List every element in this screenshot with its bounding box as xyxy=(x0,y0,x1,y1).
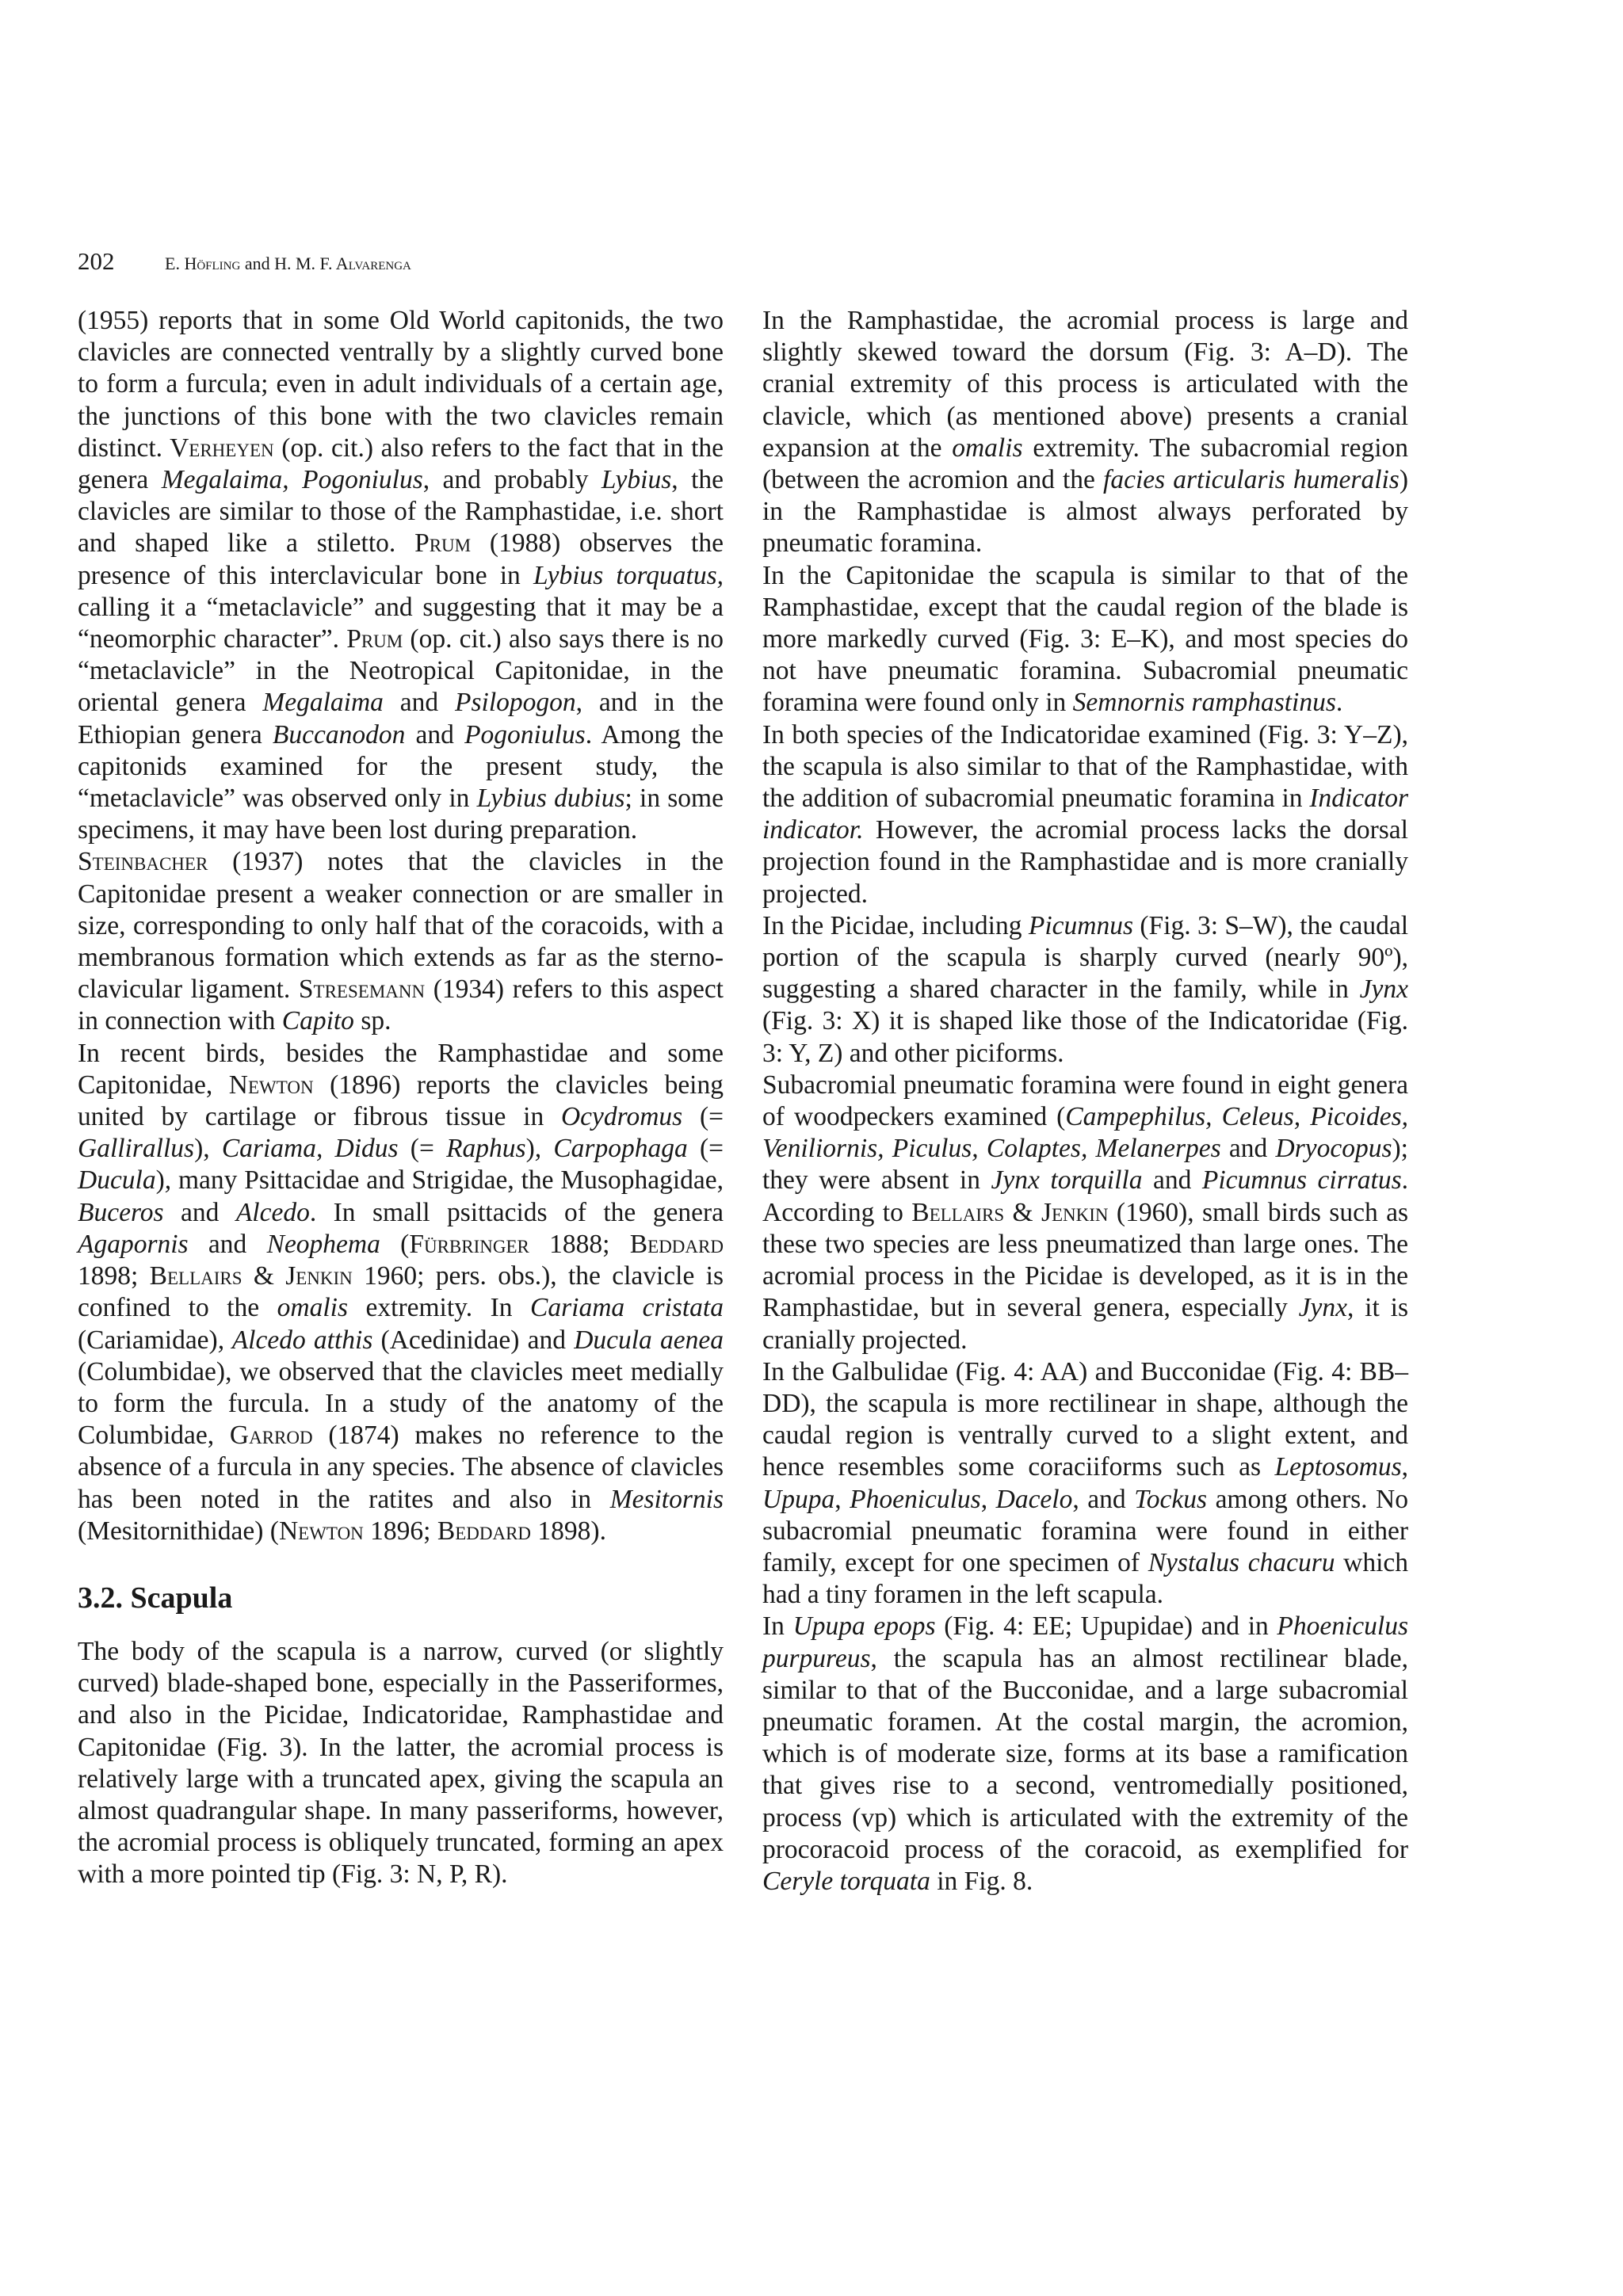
paragraph: Steinbacher (1937) notes that the clavicles in the Capitonidae present a weaker connection or are smaller in size, corresponding to only half that of the coracoids, with a membranous formation which extends as far as the sterno-clavicular ligament. Stresemann (1934) refers to this aspect in connection with Capito sp. xyxy=(78,847,724,1036)
paragraph: In the Capitonidae the scapula is similar to that of the Ramphastidae, except that the caudal region of the blade is more markedly curved (Fig. 3: E–K), and most species do not have pneumatic foramina. Subacromial pneumatic foramina were found only in Semnornis ramphastinus. xyxy=(762,560,1408,718)
section-heading: 3.2. Scapula xyxy=(78,1581,233,1615)
running-header-authors: E. Höfling and H. M. F. Alvarenga xyxy=(165,254,411,273)
page-number: 202 xyxy=(78,247,115,275)
running-header xyxy=(78,246,411,280)
paragraph: In the Ramphastidae, the acromial process is large and slightly skewed toward the dorsum (Fig. 3: A–D). The cranial extremity of this process is articulated with the clavicle, which (as mentioned above) presents a cranial expansion at the omalis extremity. The subacromial region (between the acromion and the facies articularis humeralis) in the Ramphastidae is almost always perforated by pneumatic foramina. xyxy=(762,306,1409,559)
paragraph: In Upupa epops (Fig. 4: EE; Upupidae) and in Phoeniculus purpureus, the scapula has an almost rectilinear blade, similar to that of the Bucconidae, and a large subacromial pneumatic foramen. At the costal margin, the acromion, which is of moderate size, forms at its base a ramification that gives rise to a second, ventromedially positioned, process (vp) which is articulated with the extremity of the procoracoid process of the coracoid, as exemplified for Ceryle torquata in Fig. 8. xyxy=(762,1611,1408,1896)
paragraph: Subacromial pneumatic foramina were found in eight genera of woodpeckers examined (Campephilus, Celeus, Picoides, Veniliornis, Piculus, Colaptes, Melanerpes and Dryocopus); they were absent in Jynx torquilla and Picumnus cirratus. According to Bellairs & Jenkin (1960), small birds such as these two species are less pneumatized than large ones. The acromial process in the Picidae is developed, as it is in the Ramphastidae, but in several genera, especially Jynx, it is cranially projected. xyxy=(762,1070,1409,1355)
paragraph: In the Picidae, including Picumnus (Fig. 3: S–W), the caudal portion of the scapula is sharply curved (nearly 90º), suggesting a shared character in the family, while in Jynx (Fig. 3: X) it is shaped like those of the Indicatoridae (Fig. 3: Y, Z) and other piciforms. xyxy=(762,910,1409,1068)
paragraph: In both species of the Indicatoridae examined (Fig. 3: Y–Z), the scapula is also similar to that of the Ramphastidae, with the addition of subacromial pneumatic foramina in Indicator indicator. However, the acromial process lacks the dorsal projection found in the Ramphastidae and is more cranially projected. xyxy=(762,719,1408,909)
right-column xyxy=(762,305,1408,1897)
left-column xyxy=(78,305,724,1891)
paragraph: The body of the scapula is a narrow, curved (or slightly curved) blade-shaped bone, especially in the Passeriformes, and also in the Picidae, Indicatoridae, Ramphastidae and Capitonidae (Fig. 3). In the latter, the acromial process is relatively large with a truncated apex, giving the scapula an almost quadrangular shape. In many passeriforms, however, the acromial process is obliquely truncated, forming an apex with a more pointed tip (Fig. 3: N, P, R). xyxy=(78,1636,724,1890)
paragraph: In the Galbulidae (Fig. 4: AA) and Bucconidae (Fig. 4: BB–DD), the scapula is more rectilinear in shape, although the caudal region is ventrally curved to a slight extent, and hence resembles some coraciiforms such as Leptosomus, Upupa, Phoeniculus, Dacelo, and Tockus among others. No subacromial pneumatic foramina were found in either family, except for one specimen of Nystalus chacuru which had a tiny foramen in the left scapula. xyxy=(762,1356,1408,1610)
paragraph: (1955) reports that in some Old World capitonids, the two clavicles are connected ventrally by a slightly curved bone to form a furcula; even in adult individuals of a certain age, the junctions of this bone with the two clavicles remain distinct. Verheyen (op. cit.) also refers to the fact that in the genera Megalaima, Pogoniulus, and probably Lybius, the clavicles are similar to those of the Ramphastidae, i.e. short and shaped like a stiletto. Prum (1988) observes the presence of this interclavicular bone in Lybius torquatus, calling it a “metaclavicle” and suggesting that it may be a “neomorphic character”. Prum (op. cit.) also says there is no “metaclavicle” in the Neotropical Capitonidae, in the oriental genera Megalaima and Psilopogon, and in the Ethiopian genera Buccanodon and Pogoniulus. Among the capitonids examined for the present study, the “metaclavicle” was observed only in Lybius dubius; in some specimens, it may have been lost during preparation. xyxy=(78,306,724,845)
paragraph: In recent birds, besides the Ramphastidae and some Capitonidae, Newton (1896) reports the clavicles being united by cartilage or fibrous tissue in Ocydromus (= Gallirallus), Cariama, Didus (= Raphus), Carpophaga (= Ducula), many Psittacidae and Strigidae, the Musophagidae, Buceros and Alcedo. In small psittacids of the genera Agapornis and Neophema (Fürbringer 1888; Beddard 1898; Bellairs & Jenkin 1960; pers. obs.), the clavicle is confined to the omalis extremity. In Cariama cristata (Cariamidae), Alcedo atthis (Acedinidae) and Ducula aenea (Columbidae), we observed that the clavicles meet medially to form the furcula. In a study of the anatomy of the Columbidae, Garrod (1874) makes no reference to the absence of a furcula in any species. The absence of clavicles has been noted in the ratites and also in Mesitornis (Mesitornithidae) (Newton 1896; Beddard 1898). xyxy=(78,1038,724,1546)
